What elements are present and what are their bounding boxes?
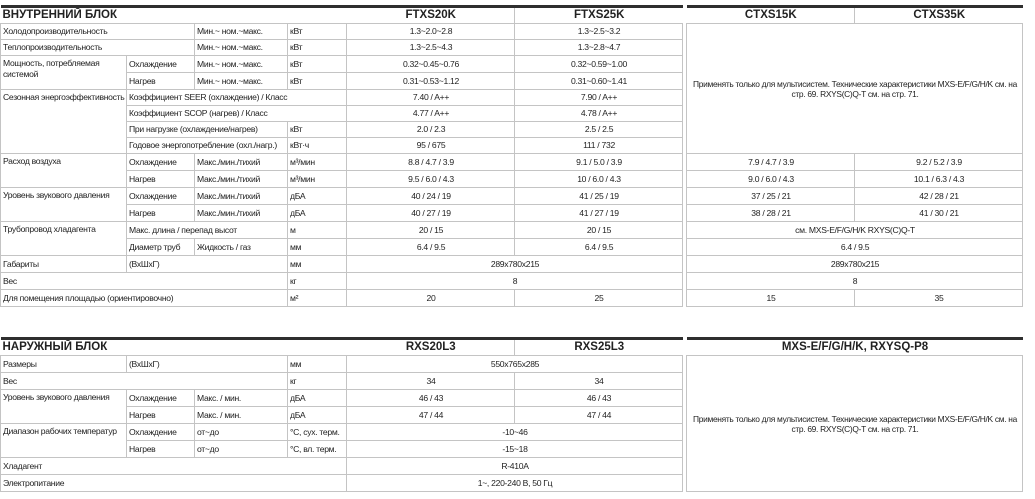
unit: кВт — [288, 73, 347, 90]
value: 47 / 44 — [347, 407, 515, 424]
value: 25 — [515, 290, 683, 307]
mode: Охлаждение — [127, 188, 195, 205]
model-rxs25l3: RXS25L3 — [515, 339, 683, 356]
unit: дБА — [288, 188, 347, 205]
value: 0.32~0.45~0.76 — [347, 56, 515, 73]
value: 40 / 24 / 19 — [347, 188, 515, 205]
indoor-unit-table — [0, 5, 1023, 307]
row-label: Сезонная энергоэффективность — [1, 90, 127, 154]
unit: дБА — [288, 390, 347, 407]
model-rxs20l3: RXS20L3 — [347, 339, 515, 356]
param: Коэффициент SCOP (нагрев) / Класс — [127, 106, 347, 122]
value: 289x780x215 — [347, 256, 683, 273]
unit: кг — [288, 273, 347, 290]
value: 1~, 220-240 В, 50 Гц — [347, 475, 683, 492]
row-label: Электропитание — [1, 475, 347, 492]
mode: Нагрев — [127, 171, 195, 188]
mode: Охлаждение — [127, 424, 195, 441]
param: Коэффициент SEER (охлаждение) / Класс — [127, 90, 347, 106]
unit: м — [288, 222, 347, 239]
model-ftxs20k: FTXS20K — [347, 7, 515, 24]
param: Жидкость / газ — [195, 239, 288, 256]
row-label: Мощность, потребляемая системой — [1, 56, 127, 90]
unit: °C, вл. терм. — [288, 441, 347, 458]
mxs-multisystem-note: Применять только для мультисистем. Технические характеристики MXS-E/F/G/H/K см. на стр. 69. RXYS(C)Q-T см. на стр. 71. — [687, 356, 1023, 492]
param: от~до — [195, 424, 288, 441]
unit: кВт — [288, 24, 347, 40]
value: 41 / 25 / 19 — [515, 188, 683, 205]
value: 550x765x285 — [347, 356, 683, 373]
param: Мин.~ ном.~макс. — [195, 40, 288, 56]
value: 10.1 / 6.3 / 4.3 — [855, 171, 1023, 188]
value: см. MXS-E/F/G/H/K RXYS(C)Q-T — [687, 222, 1023, 239]
unit: кг — [288, 373, 347, 390]
value: 35 — [855, 290, 1023, 307]
value: 9.5 / 6.0 / 4.3 — [347, 171, 515, 188]
value: 46 / 43 — [347, 390, 515, 407]
param: Макс./мин./тихий — [195, 188, 288, 205]
value: R-410A — [347, 458, 683, 475]
row-area — [1, 290, 1023, 307]
mode: Охлаждение — [127, 390, 195, 407]
row-label: Холодопроизводительность — [1, 24, 195, 40]
value: 42 / 28 / 21 — [855, 188, 1023, 205]
value: 2.0 / 2.3 — [347, 122, 515, 138]
value: 8.8 / 4.7 / 3.9 — [347, 154, 515, 171]
value: 7.90 / A++ — [515, 90, 683, 106]
value: 1.3~2.0~2.8 — [347, 24, 515, 40]
unit: °C, сух. терм. — [288, 424, 347, 441]
unit: м² — [288, 290, 347, 307]
value: 9.2 / 5.2 / 3.9 — [855, 154, 1023, 171]
param: Макс. / мин. — [195, 390, 288, 407]
param: Диаметр труб — [127, 239, 195, 256]
param: (ВхШхГ) — [127, 356, 288, 373]
row-dimensions — [1, 256, 1023, 273]
unit: мм — [288, 239, 347, 256]
value: 6.4 / 9.5 — [687, 239, 1023, 256]
row-label: Диапазон рабочих температур — [1, 424, 127, 458]
value: 2.5 / 2.5 — [515, 122, 683, 138]
value: -10~46 — [347, 424, 683, 441]
param: При нагрузке (охлаждение/нагрев) — [127, 122, 288, 138]
row-weight — [1, 273, 1023, 290]
value: 20 — [347, 290, 515, 307]
param: Макс. длина / перепад высот — [127, 222, 288, 239]
row-label: Вес — [1, 373, 288, 390]
row-label: Теплопроизводительность — [1, 40, 195, 56]
outdoor-title: НАРУЖНЫЙ БЛОК — [1, 339, 347, 356]
ctxs-multisystem-note: Применять только для мультисистем. Технические характеристики MXS-E/F/G/H/K см. на стр. 69. RXYS(C)Q-T см. на стр. 71. — [687, 24, 1023, 154]
row-label: Трубопровод хладагента — [1, 222, 127, 256]
unit: мм — [288, 356, 347, 373]
value: 111 / 732 — [515, 138, 683, 154]
row-airflow-heating — [1, 171, 1023, 188]
unit: кВт — [288, 122, 347, 138]
unit: м³/мин — [288, 171, 347, 188]
value: -15~18 — [347, 441, 683, 458]
unit: дБА — [288, 407, 347, 424]
mode: Нагрев — [127, 407, 195, 424]
row-label: Хладагент — [1, 458, 347, 475]
row-airflow-cooling — [1, 154, 1023, 171]
row-label: Уровень звукового давления — [1, 390, 127, 424]
outdoor-unit-table — [0, 337, 1023, 492]
model-ctxs35k: CTXS35K — [855, 7, 1023, 24]
value: 38 / 28 / 21 — [687, 205, 855, 222]
value: 1.3~2.5~3.2 — [515, 24, 683, 40]
unit: дБА — [288, 205, 347, 222]
row-label: Для помещения площадью (ориентировочно) — [1, 290, 288, 307]
mode: Охлаждение — [127, 56, 195, 73]
unit: кВт — [288, 56, 347, 73]
param: Мин.~ ном.~макс. — [195, 73, 288, 90]
value: 8 — [687, 273, 1023, 290]
value: 15 — [687, 290, 855, 307]
mode: Нагрев — [127, 73, 195, 90]
param: Макс./мин./тихий — [195, 154, 288, 171]
row-label: Размеры — [1, 356, 127, 373]
mode: Нагрев — [127, 205, 195, 222]
value: 40 / 27 / 19 — [347, 205, 515, 222]
value: 9.1 / 5.0 / 3.9 — [515, 154, 683, 171]
value: 289x780x215 — [687, 256, 1023, 273]
indoor-title: ВНУТРЕННИЙ БЛОК — [1, 7, 347, 24]
value: 0.31~0.53~1.12 — [347, 73, 515, 90]
value: 20 / 15 — [347, 222, 515, 239]
row-sound-heating — [1, 205, 1023, 222]
param: Мин.~ ном.~макс. — [195, 56, 288, 73]
row-label: Габариты — [1, 256, 127, 273]
value: 10 / 6.0 / 4.3 — [515, 171, 683, 188]
value: 8 — [347, 273, 683, 290]
row-label: Расход воздуха — [1, 154, 127, 188]
row-label: Вес — [1, 273, 288, 290]
param: Мин.~ ном.~макс. — [195, 24, 288, 40]
unit: мм — [288, 256, 347, 273]
mode: Нагрев — [127, 441, 195, 458]
value: 34 — [347, 373, 515, 390]
value: 1.3~2.8~4.7 — [515, 40, 683, 56]
value: 34 — [515, 373, 683, 390]
value: 6.4 / 9.5 — [347, 239, 515, 256]
param: Макс./мин./тихий — [195, 171, 288, 188]
model-ctxs15k: CTXS15K — [687, 7, 855, 24]
model-mxs-rxysq: MXS-E/F/G/H/K, RXYSQ-P8 — [687, 339, 1023, 356]
value: 20 / 15 — [515, 222, 683, 239]
param: (ВхШхГ) — [127, 256, 288, 273]
row-label: Уровень звукового давления — [1, 188, 127, 222]
param: Макс./мин./тихий — [195, 205, 288, 222]
param: Годовое энергопотребление (охл./нагр.) — [127, 138, 288, 154]
unit: кВт — [288, 40, 347, 56]
value: 0.32~0.59~1.00 — [515, 56, 683, 73]
row-size — [1, 356, 1023, 373]
value: 7.9 / 4.7 / 3.9 — [687, 154, 855, 171]
model-ftxs25k: FTXS25K — [515, 7, 683, 24]
value: 37 / 25 / 21 — [687, 188, 855, 205]
value: 0.31~0.60~1.41 — [515, 73, 683, 90]
value: 1.3~2.5~4.3 — [347, 40, 515, 56]
row-cooling-capacity — [1, 24, 1023, 40]
value: 7.40 / A++ — [347, 90, 515, 106]
row-piping-length — [1, 222, 1023, 239]
value: 41 / 27 / 19 — [515, 205, 683, 222]
mode: Охлаждение — [127, 154, 195, 171]
value: 46 / 43 — [515, 390, 683, 407]
row-sound-cooling — [1, 188, 1023, 205]
value: 4.77 / A++ — [347, 106, 515, 122]
unit: м³/мин — [288, 154, 347, 171]
value: 95 / 675 — [347, 138, 515, 154]
value: 47 / 44 — [515, 407, 683, 424]
param: Макс. / мин. — [195, 407, 288, 424]
value: 4.78 / A++ — [515, 106, 683, 122]
value: 9.0 / 6.0 / 4.3 — [687, 171, 855, 188]
value: 6.4 / 9.5 — [515, 239, 683, 256]
param: от~до — [195, 441, 288, 458]
value: 41 / 30 / 21 — [855, 205, 1023, 222]
row-piping-diameter — [1, 239, 1023, 256]
unit: кВт·ч — [288, 138, 347, 154]
